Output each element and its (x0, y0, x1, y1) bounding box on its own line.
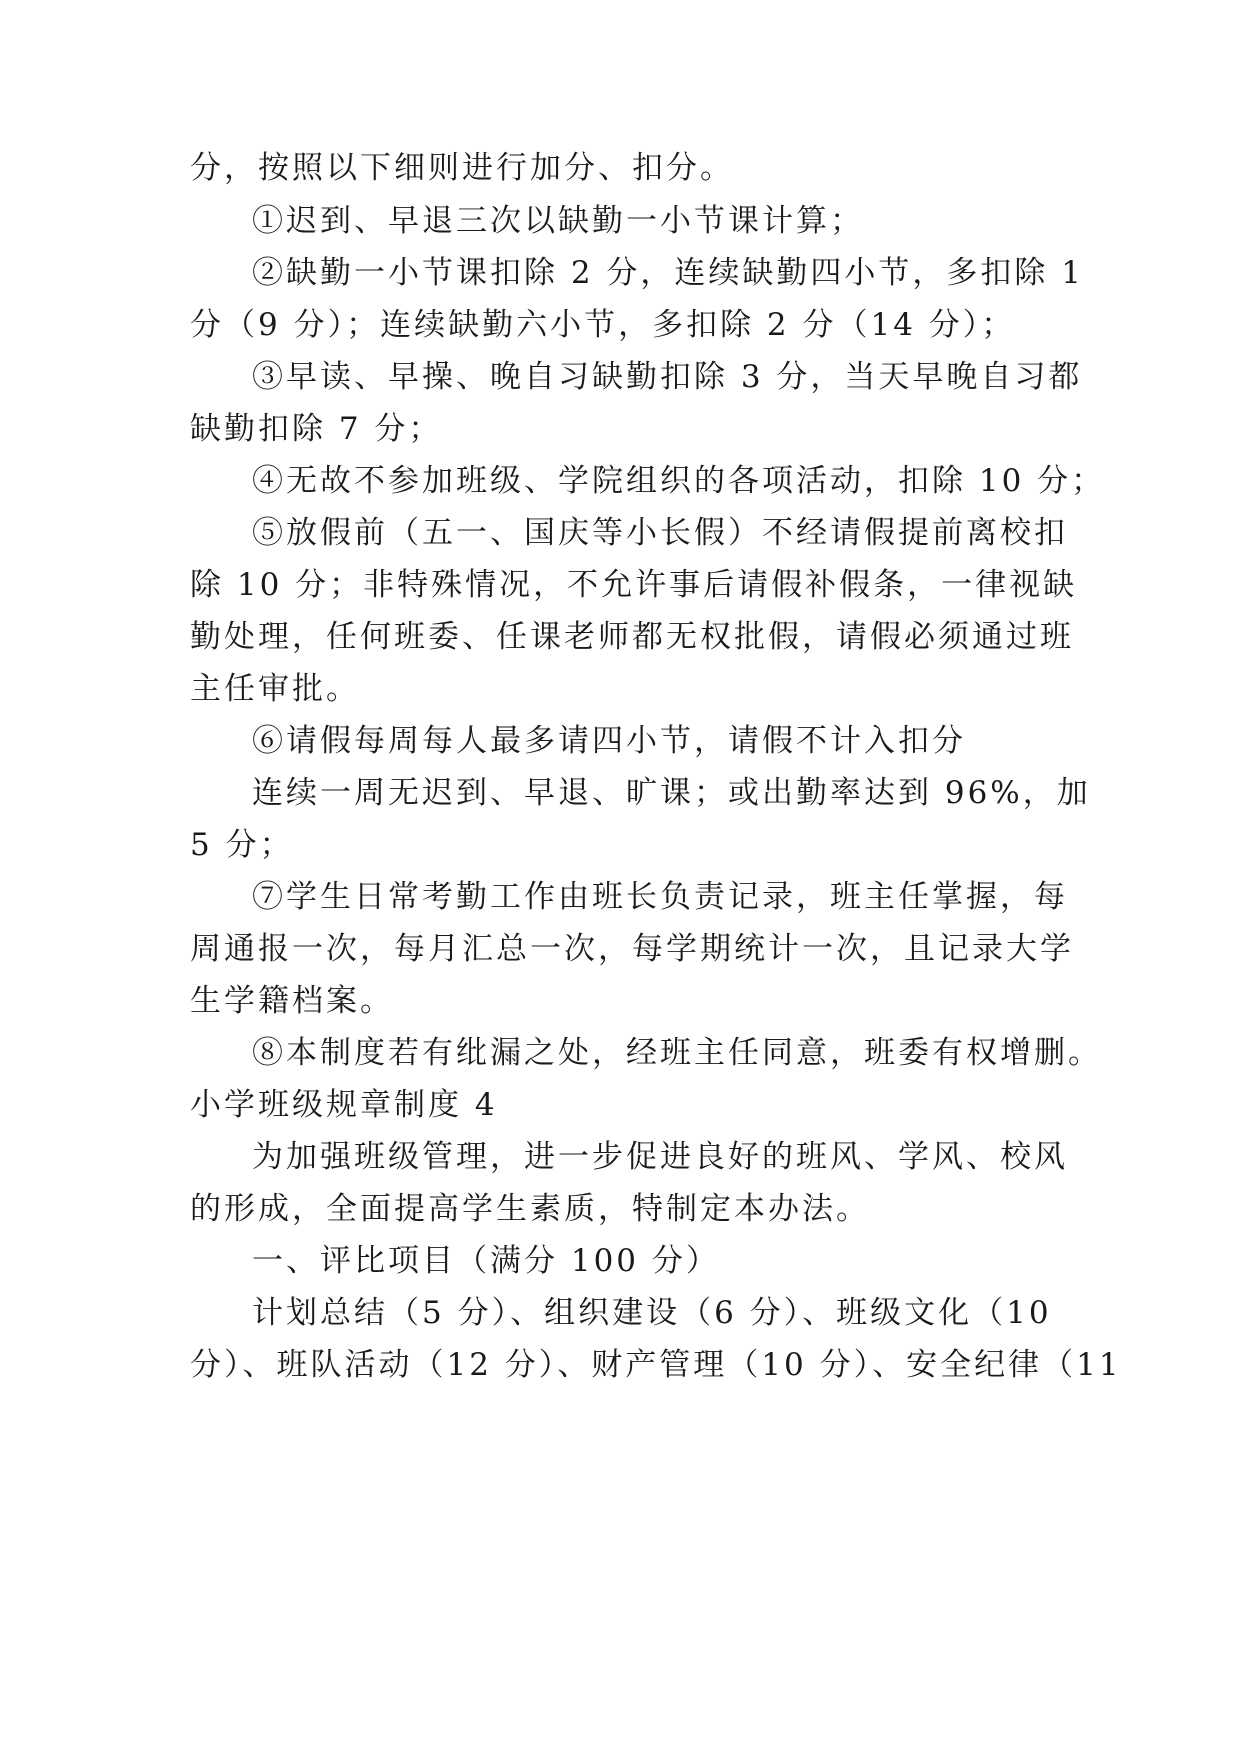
section-heading: 小学班级规章制度 4 (190, 1087, 498, 1123)
text-line: ⑤放假前（五一、国庆等小长假）不经请假提前离校扣 (252, 515, 1068, 551)
text-line: ③早读、早操、晚自习缺勤扣除 3 分，当天早晚自习都 (252, 359, 1083, 395)
text-line: ⑥请假每周每人最多请四小节，请假不计入扣分 (252, 723, 966, 759)
text-line: 缺勤扣除 7 分； (190, 411, 443, 447)
text-line: 连续一周无迟到、早退、旷课；或出勤率达到 96%，加 (252, 775, 1091, 811)
text-line: 分（9 分）；连续缺勤六小节，多扣除 2 分（14 分）； (190, 307, 1016, 343)
text-line: 5 分； (190, 827, 294, 863)
text-line: 主任审批。 (190, 671, 360, 707)
text-line: ②缺勤一小节课扣除 2 分，连续缺勤四小节，多扣除 1 (252, 255, 1085, 291)
text-line: 周通报一次，每月汇总一次，每学期统计一次，且记录大学 (190, 931, 1074, 967)
text-line: 分，按照以下细则进行加分、扣分。 (190, 150, 734, 186)
text-line: 为加强班级管理，进一步促进良好的班风、学风、校风 (252, 1139, 1068, 1175)
text-line: 的形成，全面提高学生素质，特制定本办法。 (190, 1191, 870, 1227)
text-line: ①迟到、早退三次以缺勤一小节课计算； (252, 203, 864, 239)
text-line: 分）、班队活动（12 分）、财产管理（10 分）、安全纪律（11 (190, 1347, 1122, 1383)
text-line: 除 10 分；非特殊情况，不允许事后请假补假条，一律视缺 (190, 567, 1078, 603)
text-line: 一、评比项目（满分 100 分） (252, 1243, 720, 1279)
text-line: ④无故不参加班级、学院组织的各项活动，扣除 10 分； (252, 463, 1106, 499)
text-line: 计划总结（5 分）、组织建设（6 分）、班级文化（10 (252, 1295, 1052, 1331)
text-line: ⑧本制度若有纰漏之处，经班主任同意，班委有权增删。 (252, 1035, 1102, 1071)
text-line: 生学籍档案。 (190, 983, 394, 1019)
text-line: ⑦学生日常考勤工作由班长负责记录，班主任掌握，每 (252, 879, 1068, 915)
text-line: 勤处理，任何班委、任课老师都无权批假，请假必须通过班 (190, 619, 1074, 655)
